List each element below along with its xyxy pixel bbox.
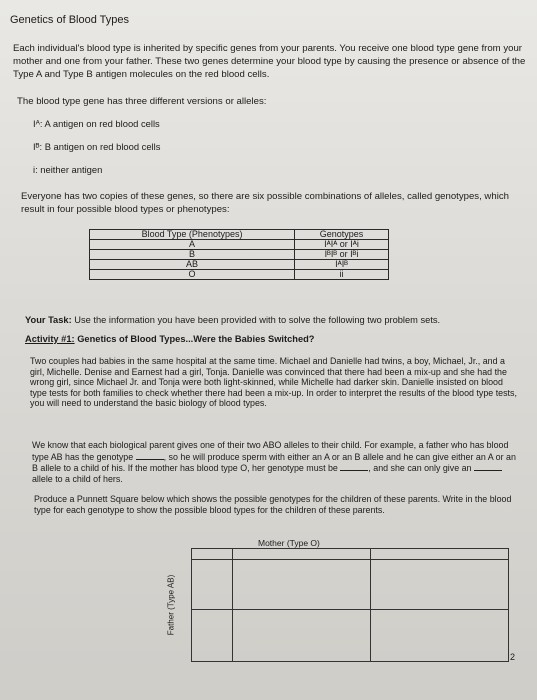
activity-label: Activity #1: bbox=[25, 334, 75, 344]
task-label: Your Task: bbox=[25, 315, 72, 325]
activity-title: Genetics of Blood Types...Were the Babies Switched? bbox=[74, 334, 315, 344]
punnett-instructions: Produce a Punnett Square below which shows the possible genotypes for the children of these parents. Write in the blood type for each genotype to show the possible blood types for the children of these parents. bbox=[34, 494, 512, 515]
activity-heading bbox=[25, 334, 315, 344]
table-row bbox=[90, 270, 389, 280]
table-cell: IᴮIᴮ or Iᴮi bbox=[295, 250, 389, 260]
allele-paragraph-part-1: We know that each biological parent gives one of their two ABO alleles to their child. For example, a father who has blood type AB has the genotype bbox=[32, 440, 509, 462]
intro-paragraph: Each individual's blood type is inherited by specific genes from your parents. You receive one blood type gene from your mother and one from your father. These two genes determine your blood type by causing the presence or absence of the Type A and Type B antigen molecules on the red blood cells. bbox=[13, 43, 526, 80]
allele-paragraph-part-2: , so he will produce sperm with either an A or an B allele and he can give either an A or an B allele to a child of his. If the mother has blood type O, her genotype must be bbox=[32, 451, 516, 473]
table-row bbox=[90, 250, 389, 260]
allele-paragraph bbox=[32, 440, 517, 484]
allele-paragraph-part-3: , and she can only give an bbox=[368, 463, 474, 473]
punnett-square[interactable] bbox=[191, 548, 509, 662]
task-text: Use the information you have been provided with to solve the following two problem sets. bbox=[71, 315, 441, 325]
allele-ia: Iᴬ: A antigen on red blood cells bbox=[33, 118, 160, 129]
table-row bbox=[90, 240, 389, 250]
mother-genotype-blank[interactable] bbox=[340, 462, 368, 471]
genotypes-paragraph: Everyone has two copies of these genes, so there are six possible combinations of alleles, called genotypes, which result in four possible blood types or phenotypes: bbox=[21, 191, 509, 215]
mother-allele-blank[interactable] bbox=[474, 462, 502, 471]
punnett-divider bbox=[232, 549, 233, 661]
father-label: Father (Type AB) bbox=[166, 574, 176, 636]
table-row bbox=[90, 260, 389, 270]
allele-i: i: neither antigen bbox=[33, 164, 103, 175]
mother-label: Mother (Type O) bbox=[258, 538, 320, 548]
table-cell: IᴬIᴬ or Iᴬi bbox=[295, 240, 389, 250]
task-line bbox=[25, 315, 440, 325]
table-cell: IᴬIᴮ bbox=[295, 260, 389, 270]
table-cell: AB bbox=[90, 260, 295, 270]
table-header-genotype: Genotypes bbox=[295, 230, 389, 240]
blood-type-table bbox=[89, 229, 389, 280]
punnett-divider bbox=[192, 609, 508, 610]
alleles-intro: The blood type gene has three different versions or alleles: bbox=[17, 96, 267, 107]
father-genotype-blank[interactable] bbox=[136, 451, 164, 460]
allele-paragraph-part-4: allele to a child of hers. bbox=[32, 473, 123, 484]
table-cell: B bbox=[90, 250, 295, 260]
story-paragraph: Two couples had babies in the same hospital at the same time. Michael and Danielle had twins, a boy, Michael, Jr., and a girl, Michelle. Denise and Earnest had a girl, Tonja. Danielle was convinced that there had been a mix-up and she had the wrong girl, since Michael Jr. and Tonja were both light-skinned, while Michelle had darker skin. Danielle insisted on blood type tests for both families to check whether there had been a mix-up. In order to interpret the results of the blood type tests, you will need to understand the basic biology of blood types. bbox=[30, 356, 517, 408]
page-number: 2 bbox=[510, 652, 516, 662]
table-cell: O bbox=[90, 270, 295, 280]
table-header-row bbox=[90, 230, 389, 240]
table-cell: ii bbox=[295, 270, 389, 280]
punnett-divider bbox=[370, 549, 371, 661]
table-cell: A bbox=[90, 240, 295, 250]
table-header-phenotype: Blood Type (Phenotypes) bbox=[90, 230, 295, 240]
punnett-divider bbox=[192, 559, 508, 560]
page-title: Genetics of Blood Types bbox=[10, 14, 130, 26]
allele-ib: Iᴮ: B antigen on red blood cells bbox=[33, 141, 161, 152]
